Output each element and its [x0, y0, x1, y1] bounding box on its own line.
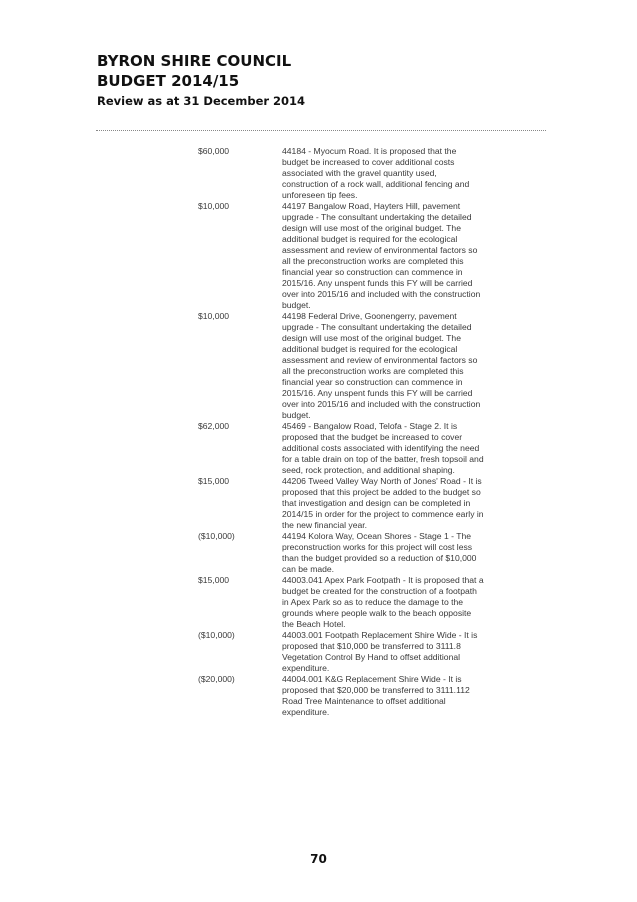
entry-description: [282, 421, 542, 476]
description-line: budget.: [282, 410, 311, 420]
entry-amount: $15,000: [198, 476, 230, 486]
description-line: can be made.: [282, 564, 335, 574]
description-line: 45469 - Bangalow Road, Telofa - Stage 2. It is: [282, 421, 458, 431]
description-line: the new financial year.: [282, 520, 368, 530]
description-line: 2014/15 in order for the project to commence early in: [282, 509, 484, 519]
description-line: the Beach Hotel.: [282, 619, 346, 629]
budget-entry: [198, 421, 543, 476]
dotted-divider: [96, 130, 546, 131]
description-line: additional budget is required for the ecological: [282, 344, 458, 354]
description-line: 44194 Kolora Way, Ocean Shores - Stage 1 - The: [282, 531, 472, 541]
budget-entry: [198, 630, 543, 674]
organisation-title: BYRON SHIRE COUNCIL: [97, 52, 292, 70]
review-subtitle: Review as at 31 December 2014: [97, 94, 306, 108]
entry-description: [282, 311, 542, 421]
description-line: additional budget is required for the ecological: [282, 234, 458, 244]
description-line: financial year so construction can commence in: [282, 267, 463, 277]
description-line: over into 2015/16 and included with the construction: [282, 399, 481, 409]
description-line: in Apex Park so as to reduce the damage to the: [282, 597, 464, 607]
page-number: 70: [310, 852, 327, 866]
entry-description: [282, 575, 542, 630]
description-line: design will use most of the original budget. The: [282, 223, 461, 233]
entry-amount: ($20,000): [198, 674, 235, 684]
entry-description: [282, 476, 542, 531]
budget-entry: [198, 575, 543, 630]
description-line: associated with the gravel quantity used,: [282, 168, 437, 178]
description-line: budget be created for the construction of a footpath: [282, 586, 477, 596]
entry-description: [282, 201, 542, 311]
description-line: unforeseen tip fees.: [282, 190, 358, 200]
description-line: proposed that this project be added to the budget so: [282, 487, 481, 497]
description-line: 44003.041 Apex Park Footpath - It is proposed that a: [282, 575, 484, 585]
entry-amount: $15,000: [198, 575, 230, 585]
description-line: than the budget provided so a reduction of $10,000: [282, 553, 477, 563]
description-line: 44197 Bangalow Road, Hayters Hill, pavement: [282, 201, 461, 211]
description-line: 44206 Tweed Valley Way North of Jones' Road - It is: [282, 476, 482, 486]
budget-entry: [198, 201, 543, 311]
description-line: over into 2015/16 and included with the construction: [282, 289, 481, 299]
budget-title: BUDGET 2014/15: [97, 72, 240, 90]
description-line: expenditure.: [282, 663, 330, 673]
entry-amount: ($10,000): [198, 531, 235, 541]
entry-description: [282, 531, 542, 575]
budget-entry: [198, 146, 543, 201]
description-line: for a table drain on top of the batter, fresh topsoil and: [282, 454, 484, 464]
description-line: construction of a rock wall, additional fencing and: [282, 179, 470, 189]
description-line: 44004.001 K&G Replacement Shire Wide - It is: [282, 674, 462, 684]
description-line: assessment and review of environmental factors so: [282, 355, 478, 365]
description-line: additional costs associated with identifying the need: [282, 443, 480, 453]
description-line: that investigation and design can be completed in: [282, 498, 471, 508]
entry-amount: $10,000: [198, 201, 230, 211]
description-line: 44184 - Myocum Road. It is proposed that the: [282, 146, 457, 156]
description-line: Vegetation Control By Hand to offset additional: [282, 652, 461, 662]
description-line: proposed that $10,000 be transferred to 3111.8: [282, 641, 461, 651]
description-line: upgrade - The consultant undertaking the detailed: [282, 322, 472, 332]
description-line: proposed that the budget be increased to cover: [282, 432, 463, 442]
entry-description: [282, 674, 542, 718]
entry-amount: $10,000: [198, 311, 230, 321]
budget-entry: [198, 311, 543, 421]
budget-entry: [198, 531, 543, 575]
description-line: design will use most of the original budget. The: [282, 333, 461, 343]
description-line: upgrade - The consultant undertaking the detailed: [282, 212, 472, 222]
budget-entry: [198, 476, 543, 531]
entry-amount: ($10,000): [198, 630, 235, 640]
description-line: expenditure.: [282, 707, 330, 717]
entry-amount: $60,000: [198, 146, 230, 156]
description-line: 44198 Federal Drive, Goonengerry, pavement: [282, 311, 457, 321]
description-line: all the preconstruction works are completed this: [282, 256, 464, 266]
description-line: assessment and review of environmental factors so: [282, 245, 478, 255]
description-line: 2015/16. Any unspent funds this FY will be carried: [282, 388, 473, 398]
entry-description: [282, 146, 542, 201]
entry-description: [282, 630, 542, 674]
description-line: financial year so construction can commence in: [282, 377, 463, 387]
description-line: proposed that $20,000 be transferred to 3111.112: [282, 685, 470, 695]
description-line: preconstruction works for this project will cost less: [282, 542, 473, 552]
description-line: all the preconstruction works are completed this: [282, 366, 464, 376]
description-line: budget.: [282, 300, 311, 310]
description-line: Road Tree Maintenance to offset additional: [282, 696, 446, 706]
budget-adjustment-list: [198, 146, 543, 718]
budget-entry: [198, 674, 543, 718]
description-line: 44003.001 Footpath Replacement Shire Wide - It is: [282, 630, 478, 640]
description-line: budget be increased to cover additional costs: [282, 157, 455, 167]
entry-amount: $62,000: [198, 421, 230, 431]
description-line: 2015/16. Any unspent funds this FY will be carried: [282, 278, 473, 288]
description-line: grounds where people walk to the beach opposite: [282, 608, 472, 618]
description-line: seed, rock protection, and additional shaping.: [282, 465, 455, 475]
